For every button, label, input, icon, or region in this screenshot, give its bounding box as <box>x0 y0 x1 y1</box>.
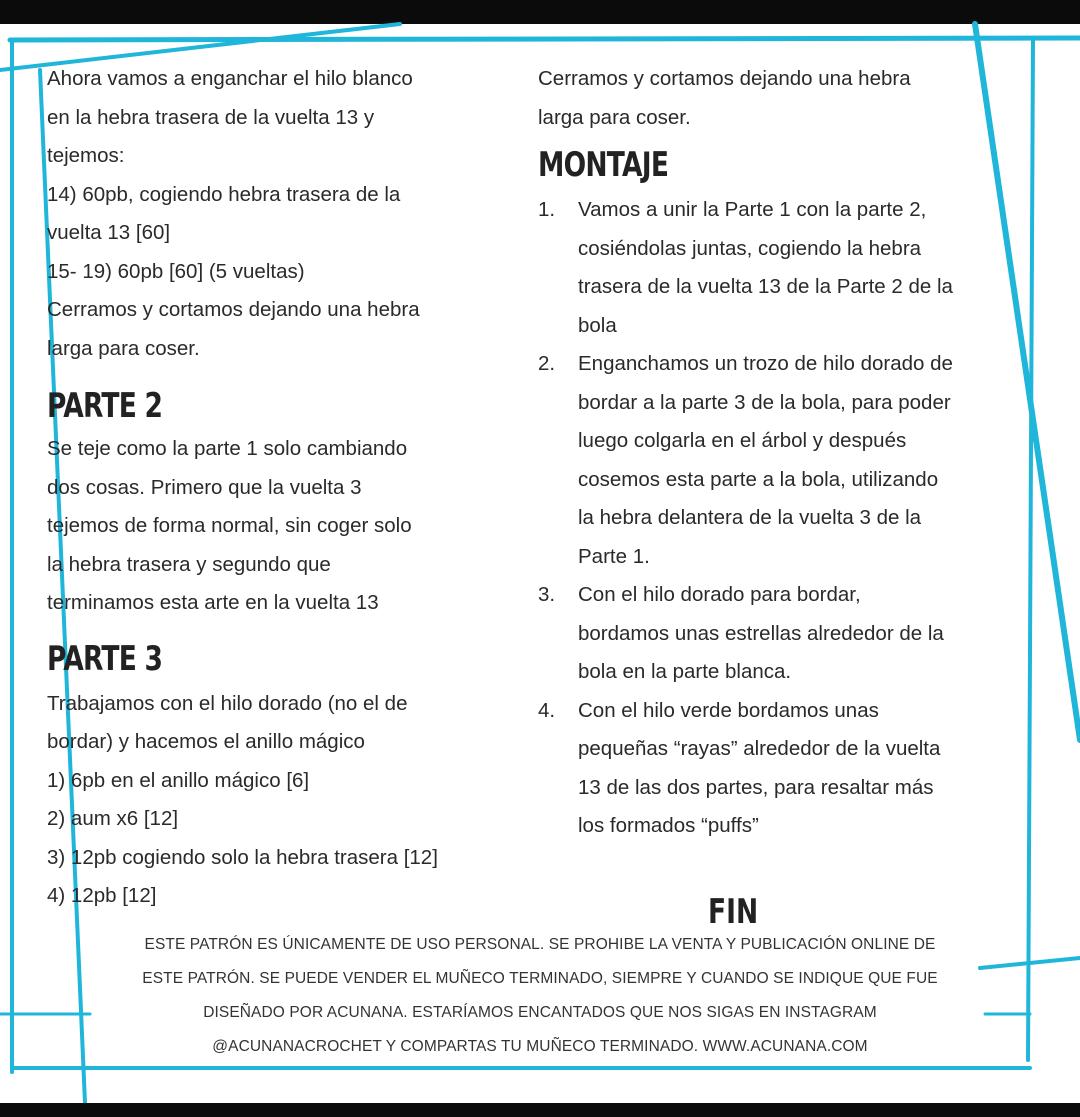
text-line: larga para coser. <box>47 336 200 360</box>
text-line: 2) aum x6 [12] <box>47 807 179 830</box>
left-column <box>47 60 537 916</box>
parte2-heading: PARTE 2 <box>47 386 163 426</box>
footer-line: DISEÑADO POR ACUNANA. ESTARÍAMOS ENCANTADOS QUE NOS SIGAS EN INSTAGRAM <box>203 1004 877 1021</box>
montaje-step-3 <box>538 576 1068 615</box>
text-line: tejemos de forma normal, sin coger solo <box>47 514 412 537</box>
text-line: 3) 12pb cogiendo solo la hebra trasera [12] <box>47 845 438 869</box>
step-line: Vamos a unir la Parte 1 con la parte 2, <box>578 198 927 221</box>
step-line: trasera de la vuelta 13 de la Parte 2 de la <box>578 275 953 298</box>
bottom-dark-bar <box>0 1103 1080 1117</box>
step-line: bola <box>578 313 617 337</box>
step-line: Con el hilo verde bordamos unas <box>578 698 879 722</box>
step-line: los formados “puffs” <box>578 814 759 837</box>
step-line: Parte 1. <box>578 544 650 568</box>
text-line: Se teje como la parte 1 solo cambiando <box>47 437 408 460</box>
step-line: cosemos esta parte a la bola, utilizando <box>578 467 939 491</box>
top-dark-bar <box>0 0 1080 24</box>
text-line: Cerramos y cortamos dejando una hebra <box>538 67 911 90</box>
step-line: Con el hilo dorado para bordar, <box>578 583 861 606</box>
step-number: 2. <box>538 352 556 375</box>
step-number: 1. <box>538 198 556 221</box>
montaje-step-1 <box>538 191 1068 230</box>
footer-line: @ACUNANACROCHET Y COMPARTAS TU MUÑECO TERMINADO. WWW.ACUNANA.COM <box>212 1038 868 1055</box>
parte3-heading: PARTE 3 <box>47 638 163 679</box>
footer-line: ESTE PATRÓN. SE PUEDE VENDER EL MUÑECO TERMINADO, SIEMPRE Y CUANDO SE INDIQUE QUE FUE <box>142 970 938 987</box>
montaje-heading: MONTAJE <box>538 145 669 185</box>
text-line: dos cosas. Primero que la vuelta 3 <box>47 475 362 499</box>
footer-line: ESTE PATRÓN ES ÚNICAMENTE DE USO PERSONAL. SE PROHIBE LA VENTA Y PUBLICACIÓN ONLINE DE <box>144 936 936 953</box>
text-line: terminamos esta arte en la vuelta 13 <box>47 591 379 614</box>
step-line: pequeñas “rayas” alrededor de la vuelta <box>578 737 941 760</box>
montaje-step-2 <box>538 345 1068 384</box>
text-line: en la hebra trasera de la vuelta 13 y <box>47 105 375 129</box>
step-line: Enganchamos un trozo de hilo dorado de <box>578 352 953 375</box>
text-line: vuelta 13 [60] <box>47 221 171 244</box>
text-line: Trabajamos con el hilo dorado (no el de <box>47 691 408 715</box>
text-line: Ahora vamos a enganchar el hilo blanco <box>47 67 413 90</box>
step-line: cosiéndolas juntas, cogiendo la hebra <box>578 236 922 260</box>
text-line: 14) 60pb, cogiendo hebra trasera de la <box>47 182 401 206</box>
montaje-step-4 <box>538 692 1068 731</box>
step-line: bola en la parte blanca. <box>578 660 792 683</box>
text-line: bordar) y hacemos el anillo mágico <box>47 730 365 753</box>
text-line: 1) 6pb en el anillo mágico [6] <box>47 768 310 792</box>
step-number: 3. <box>538 583 556 606</box>
step-line: 13 de las dos partes, para resaltar más <box>578 775 934 799</box>
text-line: la hebra trasera y segundo que <box>47 552 331 576</box>
frame-top-line <box>10 38 1080 40</box>
step-line: bordar a la parte 3 de la bola, para poder <box>578 390 951 414</box>
step-number: 4. <box>538 698 556 722</box>
step-line: la hebra delantera de la vuelta 3 de la <box>578 506 922 529</box>
text-line: larga para coser. <box>538 105 691 129</box>
copyright-footer <box>40 928 1040 1064</box>
text-line: tejemos: <box>47 144 125 167</box>
step-line: luego colgarla en el árbol y después <box>578 429 907 452</box>
right-column <box>538 60 1068 846</box>
text-line: Cerramos y cortamos dejando una hebra <box>47 298 420 321</box>
fin-heading: FIN <box>708 892 759 932</box>
text-line: 15- 19) 60pb [60] (5 vueltas) <box>47 259 305 283</box>
step-line: bordamos unas estrellas alrededor de la <box>578 621 944 645</box>
text-line: 4) 12pb [12] <box>47 884 157 907</box>
